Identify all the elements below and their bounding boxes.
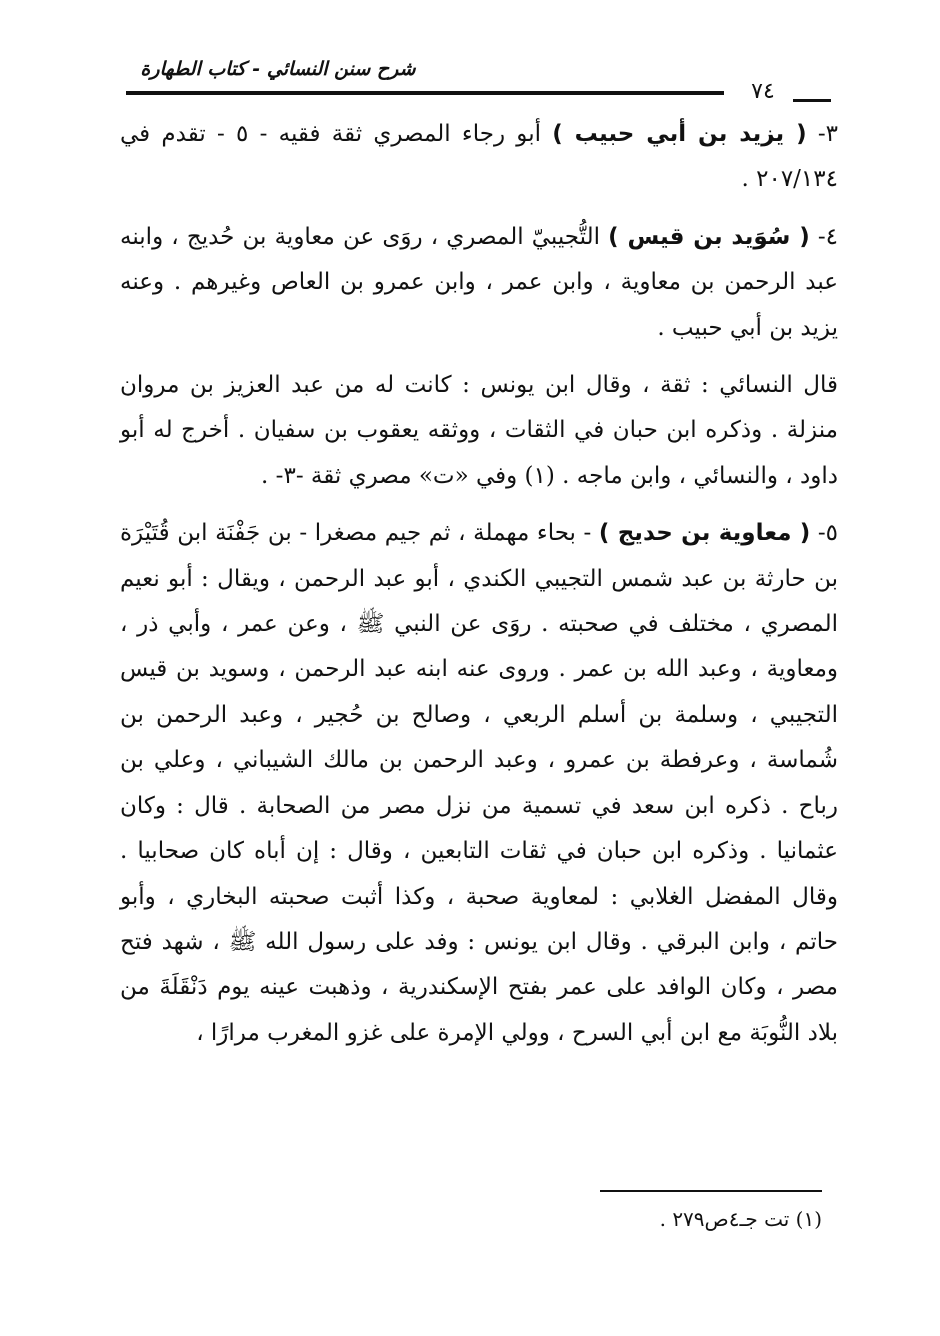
entry-text: قال النسائي : ثقة ، وقال ابن يونس : كانت له من عبد العزيز بن مروان منزلة . وذكره ابن حبان في الثقات ، ووثقه يعقوب بن سفيان . أخرج له أبو داود ، والنسائي ، وابن ماجه . (١) وفي «ت» مصري ثقة -٣- . <box>120 372 838 489</box>
entry-text: التُّجيبيّ المصري ، روَى عن معاوية بن حُديج ، وابنه عبد الرحمن بن معاوية ، وابن عمر ، وابن عمرو بن العاص وغيرهم . وعنه يزيد بن أبي حبيب . <box>120 223 838 341</box>
narrator-name: ( سُوَيد بن قيس ) <box>608 223 810 250</box>
entry-number: ٥- <box>817 520 839 547</box>
entry-number: ٣- <box>817 121 838 147</box>
main-text <box>120 112 838 1068</box>
narrator-entry-5 <box>120 511 838 1056</box>
footnote-rule <box>600 1190 822 1192</box>
narrator-name: ( يزيد بن أبي حبيب ) <box>552 121 807 147</box>
page-number: ٧٤ <box>751 79 775 104</box>
running-title: شرح سنن النسائي - كتاب الطهارة <box>140 58 416 80</box>
footnote: (١) تت جـ٤ص٢٧٩ . <box>659 1207 822 1231</box>
entry-text: - بحاء مهملة ، ثم جيم مصغرا - بن جَفْنَة ابن قُتَيْرَة بن حارثة بن عبد شمس التجيبي الكندي ، أبو عبد الرحمن ، ويقال : أبو نعيم المصري ، مختلف في صحبته . روَى عن النبي ﷺ ، وعن عمر ، وأبي ذر ، ومعاوية ، وعبد الله بن عمر . وروى عنه ابنه عبد الرحمن ، وسويد بن قيس التجيبي ، وسلمة بن أسلم الربعي ، وصالح بن حُجير ، وعبد الرحمن بن شُماسة ، وعرفطة بن عمرو ، وعبد الرحمن بن مالك الشيباني ، وعلي بن رباح . ذكره ابن سعد في تسمية من نزل مصر من الصحابة . قال : وكان عثمانيا . وذكره ابن حبان في ثقات التابعين ، وقال : إن أباه كان صحابيا . وقال المفضل الغلابي : لمعاوية صحبة ، وكذا أثبت صحبته البخاري ، وأبو حاتم ، وابن البرقي . وقال ابن يونس : وفد على رسول الله ﷺ ، شهد فتح مصر ، وكان الوافد على عمر بفتح الإسكندرية ، وذهبت عينه يوم دَنْقَلَةَ من بلاد النُّوبَة مع ابن أبي السرح ، وولي الإمرة على غزو المغرب مرارًا ، <box>120 520 838 1046</box>
entry-number: ٤- <box>817 223 838 250</box>
header-rule <box>126 91 724 95</box>
entry-text: أبو رجاء المصري ثقة فقيه - ٥ - تقدم في ٢٠٧/١٣٤ . <box>120 121 838 193</box>
narrator-entry-3 <box>120 112 838 203</box>
narrator-entry-4 <box>120 215 838 351</box>
narrator-name: ( معاوية بن حديج ) <box>598 520 811 547</box>
header-rule-tail <box>793 99 831 102</box>
narrator-entry-4-grading <box>120 363 838 499</box>
